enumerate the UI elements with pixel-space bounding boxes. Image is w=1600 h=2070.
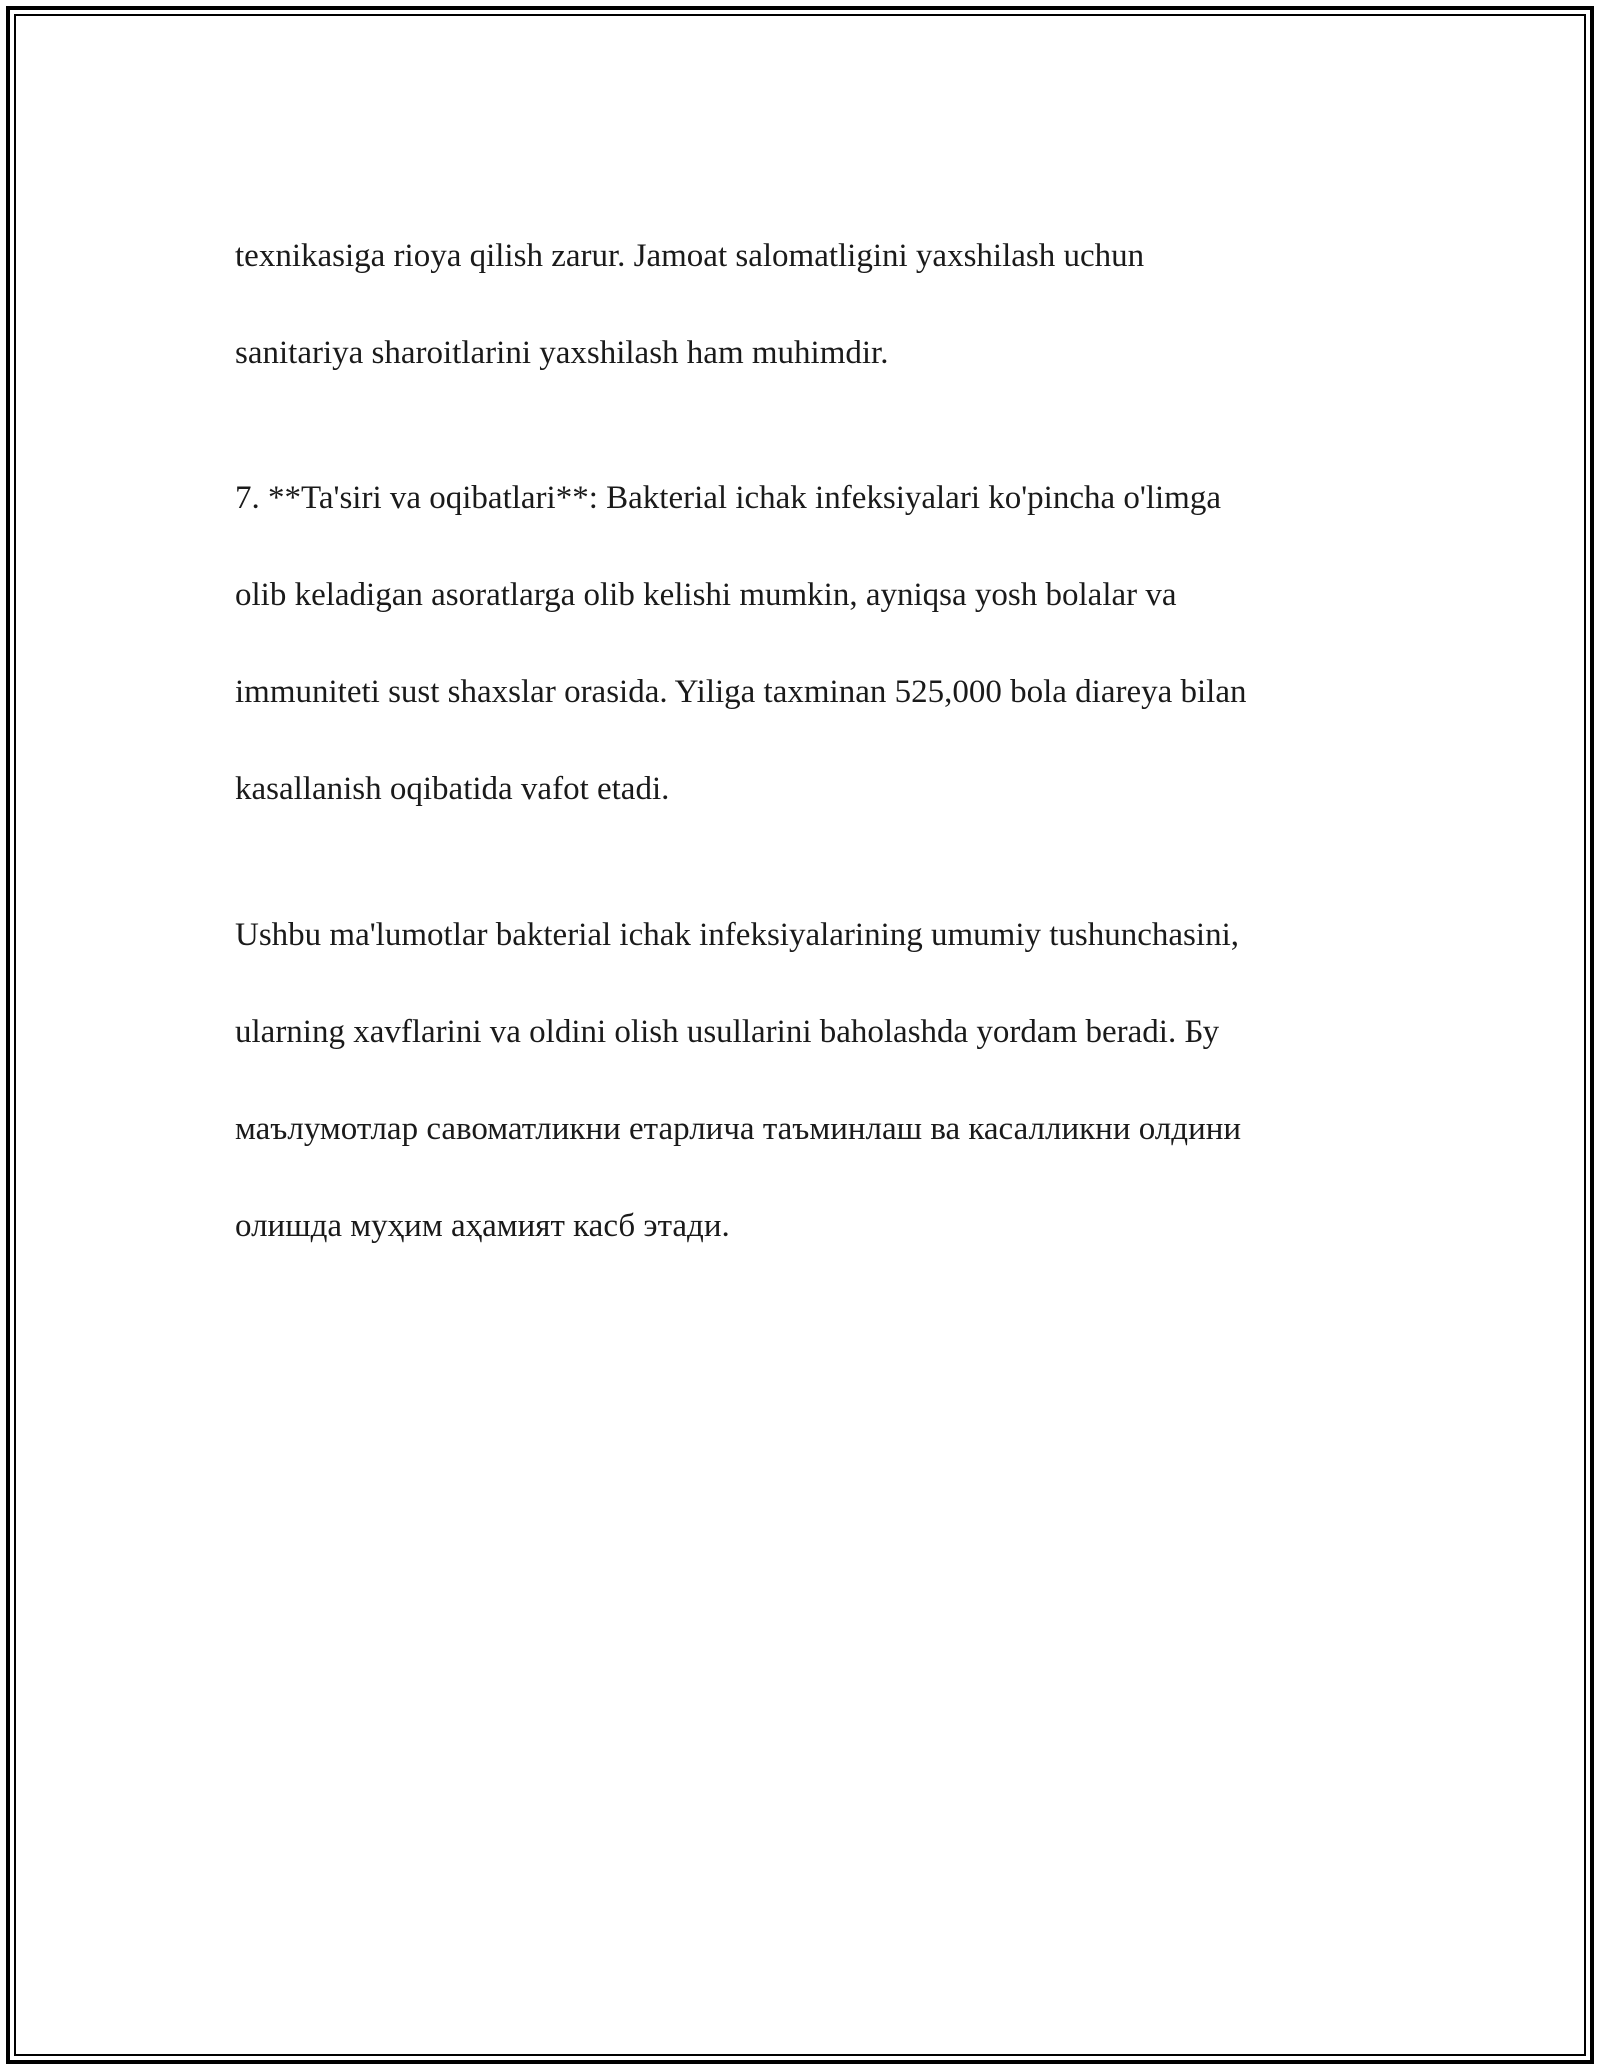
text-line: маълумотлар савоматликни етарлича таъминлаш ва касалликни олдини [235, 1110, 1242, 1147]
text-line: sanitariya sharoitlarini yaxshilash ham muhimdir. [235, 334, 889, 371]
document-body [235, 183, 1395, 1299]
text-line: олишда муҳим аҳамият касб этади. [235, 1207, 730, 1244]
text-line: kasallanish oqibatida vafot etadi. [235, 771, 670, 807]
text-line: Ushbu ma'lumotlar bakterial ichak infeksiyalarining umumiy tushunchasini, [235, 916, 1239, 953]
text-line: olib keladigan asoratlarga olib kelishi mumkin, ayniqsa yosh bolalar va [235, 577, 1177, 613]
paragraph-summary [235, 862, 1395, 1250]
text-line: 7. **Ta'siri va oqibatlari**: Bakterial ichak infeksiyalari ko'pincha o'limga [235, 480, 1221, 516]
text-line: immuniteti sust shaxslar orasida. Yiliga taxminan 525,000 bola diareya bilan [235, 674, 1247, 710]
text-line: ularning xavflarini va oldini olish usullarini baholashda yordam beradi. Бу [235, 1013, 1220, 1050]
text-line: texnikasiga rioya qilish zarur. Jamoat salomatligini yaxshilash uchun [235, 237, 1145, 274]
paragraph-impact [235, 426, 1395, 814]
paragraph-hygiene [235, 183, 1395, 377]
